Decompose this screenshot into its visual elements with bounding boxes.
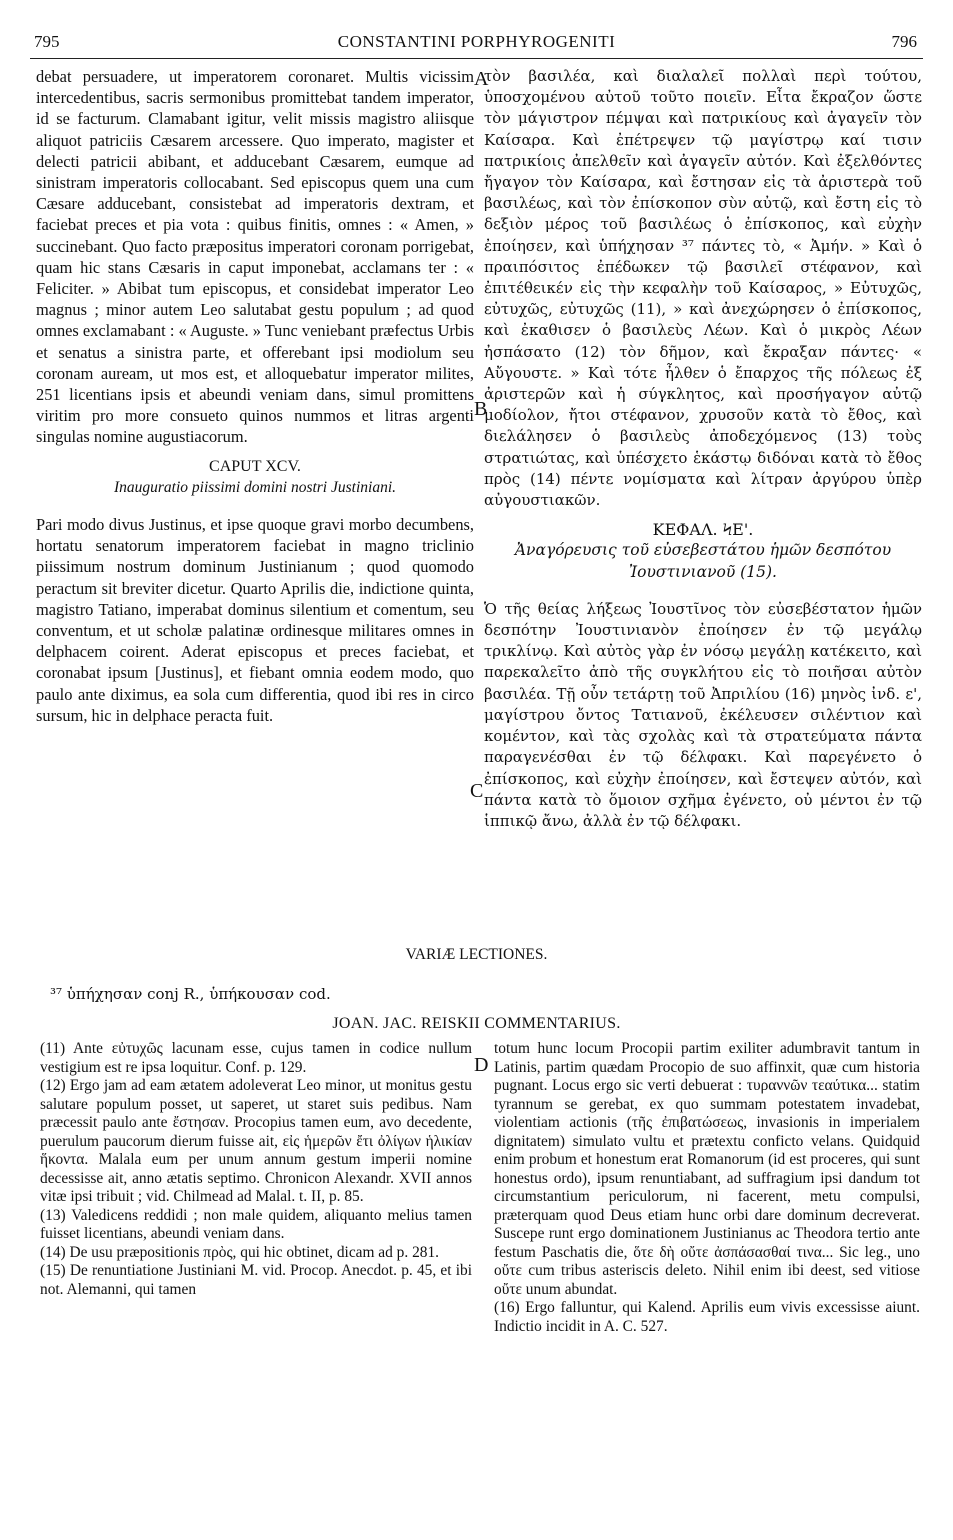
commentary-heading: JOAN. JAC. REISKII COMMENTARIUS.	[332, 1015, 621, 1032]
page-number-right: 796	[891, 32, 917, 51]
header-rule	[30, 58, 923, 59]
section-marker-b: B	[474, 398, 488, 420]
commentary-right-column	[494, 1040, 920, 1336]
footnote: ³⁷ ὑπήχησαν conj R., ὑπήκουσαν cod.	[50, 985, 331, 1003]
latin-paragraph-1: debat persuadere, ut imperatorem coronaret. Multis vicissim intercedentibus, sacris sermonibus promittebat tandem imperator, id se facturum. Clamabant igitur, velit missis magistro aliisque aliquot patriciis Cæsarem arcessere. Quo imperato, magister et delecti patricii abibant, et adducebant Cæsarem, eumque ad sinistram imperatoris collocabant. Sed episcopus quem una cum Cæsare adducebant, consistebat ad imperatoris dextram, et faciebat preces et pia vota : quibus finitis, omnes : « Amen, » succinebant. Quo facto præpositus imperatori coronam porrigebat, quam hic stans Cæsaris in caput imponebat, acclamans ter : « Feliciter. » Abibat tum episcopus, et considebat imperator Leo magnus ; minor autem Leo salutabat gestu populum ; ad quod omnes exclamabant : « Auguste. » Tunc veniebant præfectus Urbis et senatus a sinistra parte, et offerebant ipsi modiolum seu coronam auream, ut mos est, et alloquebatur imperator milites, 251 licentians ipsis et abeundi veniam dans, simul promittens viritim pro more consueto quinos nummos et litras argenti singulas nomine augustiacorum.	[36, 67, 474, 447]
latin-paragraph-2: Pari modo divus Justinus, et ipse quoque gravi morbo decumbens, hortatu senatorum imperatorem faciebat in magno triclinio piissimum nostrum dominum Justinianum ; quod quomodo peractum sit breviter dicetur. Quarto Aprilis die, indictione quinta, magistro Tatiano, imperabat dominus silentium et comentum, seu conventum, et ut scholæ palatinæ ordinesque militares omnes in delphacem coirent. Aderat episcopus et preces faciebat, et coronabat ipsum [Justinus], et fiebant omnia eodem modo, quo paulo ante diximus, ea sola cum differentia, quod ibi res in circo sursum, hic in delphace peracta fuit.	[36, 515, 474, 725]
greek-paragraph-1: τὸν βασιλέα, καὶ διαλαλεῖ πολλαὶ περὶ τούτου, ὑποσχομένου αὐτοῦ τοῦτο ποιεῖν. Εἶτα ἔκραζον ὥστε τὸν μάγιστρον πέμψαι καὶ πατρικίους καὶ ἀγαγεῖν τὸν Καίσαρα. Καὶ ἐπέτρεψεν τῷ μαγίστρῳ καί τισιν πατρικίοις ἀπελθεῖν καὶ ἀγαγεῖν αὐτόν. Καὶ ἐξελθόντες ἤγαγον τὸν Καίσαρα, καὶ ἔστησαν εἰς τὰ ἀριστερὰ τοῦ βασιλέως, καὶ τὸν ἐπίσκοπον σὺν αὐτῷ, καὶ ἔστη εἰς τὸ δεξιὸν μέρος τοῦ βασιλέως ὁ ἐπίσκοπος, καὶ εὐχὴν ἐποίησεν, καὶ ὑπήχησαν ³⁷ πάντες τὸ, « Ἀμήν. » Καὶ ὁ πραιπόσιτος ἐπέδωκεν τῷ βασιλεῖ στέφανον, καὶ ἐπιτέθεικέν εἰς τὴν κεφαλὴν τοῦ Καίσαρος, » Εὐτυχῶς, εὐτυχῶς, εὐτυχῶς (11), » καὶ ἀνεχώρησεν ὁ ἐπίσκοπος, καὶ ἐκαθισεν ὁ βασιλεὺς Λέων. Καὶ ὁ μικρὸς Λέων ἠσπάσατο (12) τὸν δῆμον, καὶ ἔκραξαν πάντες· « Αὔγουστε. » Καὶ τότε ἦλθεν ὁ ἔπαρχος τῆς πόλεως ἐξ ἀριστερῶν καὶ ἡ σύγκλητος, καὶ προσήγαγον αὐτῷ μοδίολον, ἤτοι στέφανον, χρυσοῦν κατὰ τὸ ἔθος, καὶ διελάλησεν ὁ βασιλεὺς ἀποδεχόμενος (13) τοὺς στρατιώτας, καὶ ὑπέσχετο ἑκάστῳ διδόναι κατὰ τὸ ἔθος πρὸς (14) πέντε νομίσματα καὶ λίτραν ἀργύρου ὑπὲρ αὐγουστιακῶν.	[484, 67, 922, 510]
greek-chapter-heading: ΚΕΦΑΛ. ϞΕ'.	[652, 520, 754, 540]
section-marker-c: C	[470, 780, 484, 802]
commentary-note: (13) Valedicens reddidi ; non male quidem, aliquanto melius tamen fuisset licentians, abeundi veniam dans.	[40, 1206, 472, 1242]
commentary-note: (14) De usu præpositionis πρὸς, qui hic obtinet, dicam ad p. 281.	[40, 1243, 439, 1261]
greek-chapter-subtitle: Ἀναγόρευσις τοῦ εὐσεβεστάτου ἡμῶν δεσπότου Ἰουστινιανοῦ (15).	[514, 541, 892, 581]
commentary-note: totum hunc locum Procopii partim exiliter adumbravit tantum in Latinis, partim quædam Procopio de suo affinxit, quæ cum historia pugnant. Locus ergo sic verti debuerat : τυραννῶν τεαύτικα... statim tyrannum se gerebat, ex quo summam potestatem invadebat, violentiam actionis (τῆς ἐπιβατώσεως, invasionis in imperialem dignitatem) simulato vultu et prætextu conficto velans. Quidquid enim probum et honestum erat Romanorum (id est proceres, qui sunt honestus ordo), ipsum renuntiabant, ad suffragium ipsi dandum tot circumstantium periculorum, ni facerent, metu compulsi, præterquam quod Deus etiam hunc orbi dare dominum decreverat. Suscepe runt ergo dominationem Justinianus ac Theodora tertio ante festum Paschatis die, ὅτε δὴ οὔτε ἀσπάσασθαί τινα... Sic leg., uno οὔτε cum tribus asteriscis deleto. Nihil enim ibi deest, sed vitiose οὔτε unum abundat.	[494, 1040, 920, 1298]
commentary-note: (15) De renuntiatione Justiniani M. vid. Procop. Anecdot. p. 45, et ibi not. Alemanni, qui tamen	[40, 1262, 472, 1298]
variae-lectiones-heading: VARIÆ LECTIONES.	[405, 946, 548, 963]
commentary-note: (12) Ergo jam ad eam ætatem adoleverat Leo minor, ut monitus gestu salutare populum posset, ut saperet, ut staret suis pedibus. Nam præcessit paulo ante ἔστησαν. Procopius tamen eum, avo decedente, puerulum paucorum dierum fuisse ait, εἰς ἡμερῶν ἔτι ὀλίγων ἡλικίαν ἥκοντα. Malala eum per unum annum gestum imperii nomine decessisse ait, anno ætatis septimo. Chronicon Alexandr. XVII annos vitæ ipsi tribuit ; vid. Chilmead ad Malal. t. II, p. 85.	[40, 1077, 472, 1205]
commentary-left-column	[40, 1040, 472, 1299]
greek-paragraph-2: Ὁ τῆς θείας λήξεως Ἰουστῖνος τὸν εὐσεβέστατον ἡμῶν δεσπότην Ἰουστινιανὸν ἐποίησεν ἐν τῷ μεγάλῳ τρικλίνῳ. Καὶ αὐτὸς γὰρ ἐν νόσῳ μεγάλῃ κατέκειτο, καὶ παρεκαλεῖτο ἀπὸ τῆς συγκλήτου εἰς τὸ ποιῆσαι αὐτὸν βασιλέα. Τῇ οὖν τετάρτῃ τοῦ Ἀπριλίου (16) μηνὸς ἰνδ. ε', μαγίστρου ὄντος Τατιανοῦ, ἐκέλευσεν σιλέντιον καὶ κομέντον, καὶ τὰς σχολὰς καὶ τὰ στρατεύματα πάντα παραγενέσθαι ἐν τῷ δέλφακι. Καὶ παρεγένετο ὁ ἐπίσκοπος, καὶ εὐχὴν ἐποίησεν, καὶ ἔστεψεν αὐτόν, καὶ πάντα κατὰ τὸ ὅμοιον σχῆμα ἐγένετο, οὐ μέντοι ἐν τῷ ἱππικῷ ἄνω, ἀλλὰ ἐν τῷ δέλφακι.	[484, 599, 922, 830]
greek-column	[484, 66, 922, 832]
section-marker-d: D	[474, 1054, 489, 1076]
commentary-note: (11) Ante εὐτυχῶς lacunam esse, cujus tamen in codice nullum vestigium est re ipsa loquitur. Conf. p. 129.	[40, 1040, 472, 1076]
page-number-left: 795	[34, 32, 60, 51]
section-marker-a: A	[474, 68, 489, 90]
commentary-note: (16) Ergo falluntur, qui Kalend. Aprilis eum vivis excessisse aiunt. Indictio incidit in A. C. 527.	[494, 1299, 920, 1335]
latin-chapter-subtitle: Inauguratio piissimi domini nostri Justiniani.	[113, 478, 397, 496]
latin-chapter-heading: CAPUT XCV.	[209, 457, 301, 475]
latin-column	[36, 66, 474, 726]
running-title: CONSTANTINI PORPHYROGENITI	[337, 32, 616, 51]
